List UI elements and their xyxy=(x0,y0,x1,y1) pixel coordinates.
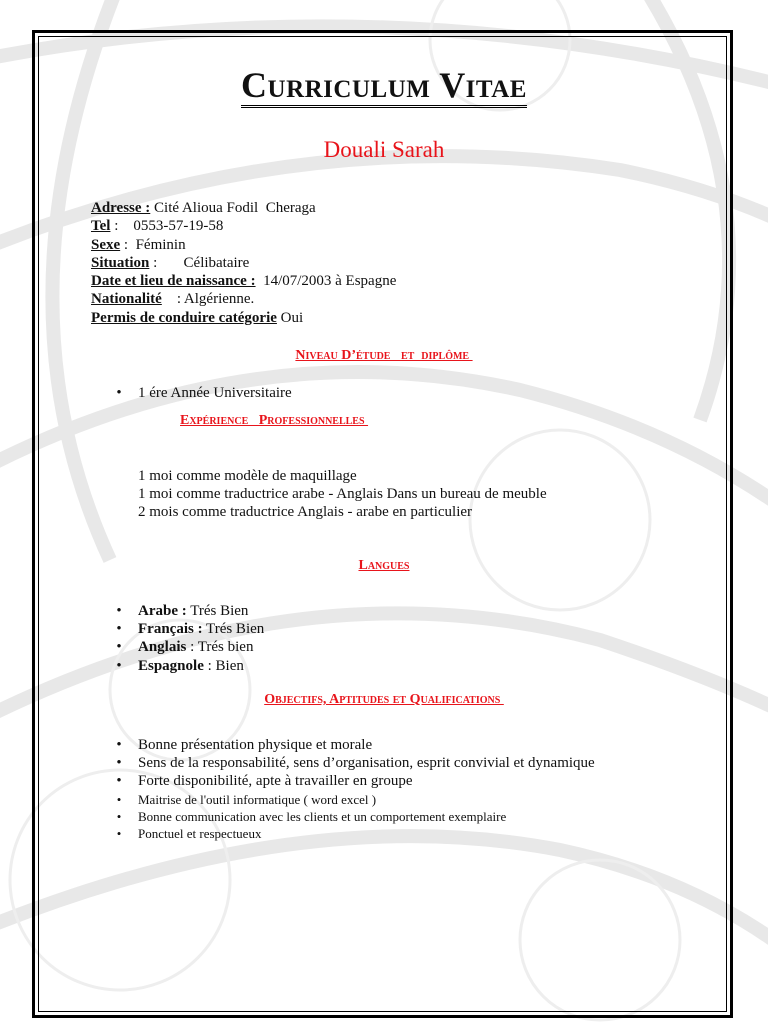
bullet-icon: • xyxy=(116,657,122,674)
list-item xyxy=(114,620,264,638)
info-value: Oui xyxy=(276,309,304,326)
language-name: Anglais xyxy=(138,639,187,656)
objective-item: Forte disponibilité, apte à travailler en groupe xyxy=(138,773,413,790)
objective-item: Sens de la responsabilité, sens d’organisation, esprit convivial et dynamique xyxy=(138,755,595,772)
language-level: Trés Bien xyxy=(202,621,265,638)
cv-title xyxy=(0,64,768,108)
bullet-icon: • xyxy=(116,825,122,841)
list-item xyxy=(114,825,595,842)
objective-item: Ponctuel et respectueux xyxy=(138,825,262,841)
experience-item: 1 moi comme traductrice arabe - Anglais Dans un bureau de meuble xyxy=(138,486,547,503)
experience-list xyxy=(138,467,547,522)
language-name: Espagnole xyxy=(138,657,204,674)
objective-item: Maitrise de l'outil informatique ( word excel ) xyxy=(138,791,377,807)
section-title-experience: Expérience Professionnelles xyxy=(180,413,369,428)
section-title-languages: Langues xyxy=(358,558,410,573)
objective-item: Bonne présentation physique et morale xyxy=(138,737,373,753)
section-title-objectives: Objectifs, Aptitudes et Qualifications xyxy=(264,692,504,707)
bullet-icon: • xyxy=(116,737,122,753)
bullet-icon: • xyxy=(116,773,122,790)
info-label: Situation xyxy=(91,254,150,271)
info-address xyxy=(91,199,396,217)
language-level: : Bien xyxy=(203,657,244,674)
info-birth xyxy=(91,272,396,290)
experience-item: 2 mois comme traductrice Anglais - arabe en particulier xyxy=(138,504,473,521)
cv-title-text: Curriculum Vitae xyxy=(241,65,527,108)
section-title-education: Niveau D’étude et diplôme xyxy=(295,348,473,363)
info-label: Nationalité xyxy=(91,291,162,308)
objective-item: Bonne communication avec les clients et un comportement exemplaire xyxy=(138,808,507,824)
language-level: Trés Bien xyxy=(186,603,249,619)
info-label: Sexe xyxy=(91,236,121,253)
language-name: Français : xyxy=(138,621,203,638)
info-value: : 0553-57-19-58 xyxy=(110,218,224,235)
info-label: Date et lieu de naissance : xyxy=(91,273,256,290)
info-sex xyxy=(91,236,396,254)
list-item xyxy=(114,638,264,656)
list-item xyxy=(114,772,595,790)
objectives-list xyxy=(114,736,595,842)
language-level: : Trés bien xyxy=(186,639,254,656)
info-label: Tel xyxy=(91,218,111,235)
info-value: : Algérienne. xyxy=(161,291,255,308)
language-name: Arabe : xyxy=(138,603,187,619)
bullet-icon: • xyxy=(116,808,122,824)
bullet-icon: • xyxy=(116,791,122,807)
info-value: 14/07/2003 à Espagne xyxy=(255,273,397,290)
candidate-name: Douali Sarah xyxy=(323,137,445,162)
experience-item: 1 moi comme modèle de maquillage xyxy=(138,468,357,484)
education-list xyxy=(114,384,292,402)
list-item xyxy=(114,791,595,808)
list-item xyxy=(114,602,264,620)
info-label: Adresse : xyxy=(91,200,151,216)
list-item xyxy=(114,384,292,402)
education-item: 1 ére Année Universitaire xyxy=(138,385,292,401)
info-value: Cité Alioua Fodil Cheraga xyxy=(150,200,316,216)
info-label: Permis de conduire catégorie xyxy=(91,309,277,326)
personal-info xyxy=(91,199,396,327)
bullet-icon: • xyxy=(116,603,122,619)
info-value: : Féminin xyxy=(120,236,186,253)
list-item xyxy=(114,808,595,825)
info-nationality xyxy=(91,290,396,308)
bullet-icon: • xyxy=(116,755,122,772)
bullet-icon: • xyxy=(116,621,122,638)
languages-list xyxy=(114,602,264,675)
list-item xyxy=(114,754,595,772)
info-phone xyxy=(91,217,396,235)
info-license xyxy=(91,309,396,327)
bullet-icon: • xyxy=(116,385,122,401)
info-value: : Célibataire xyxy=(149,254,250,271)
list-item xyxy=(114,657,264,675)
bullet-icon: • xyxy=(116,639,122,656)
list-item xyxy=(114,736,595,754)
info-situation xyxy=(91,254,396,272)
